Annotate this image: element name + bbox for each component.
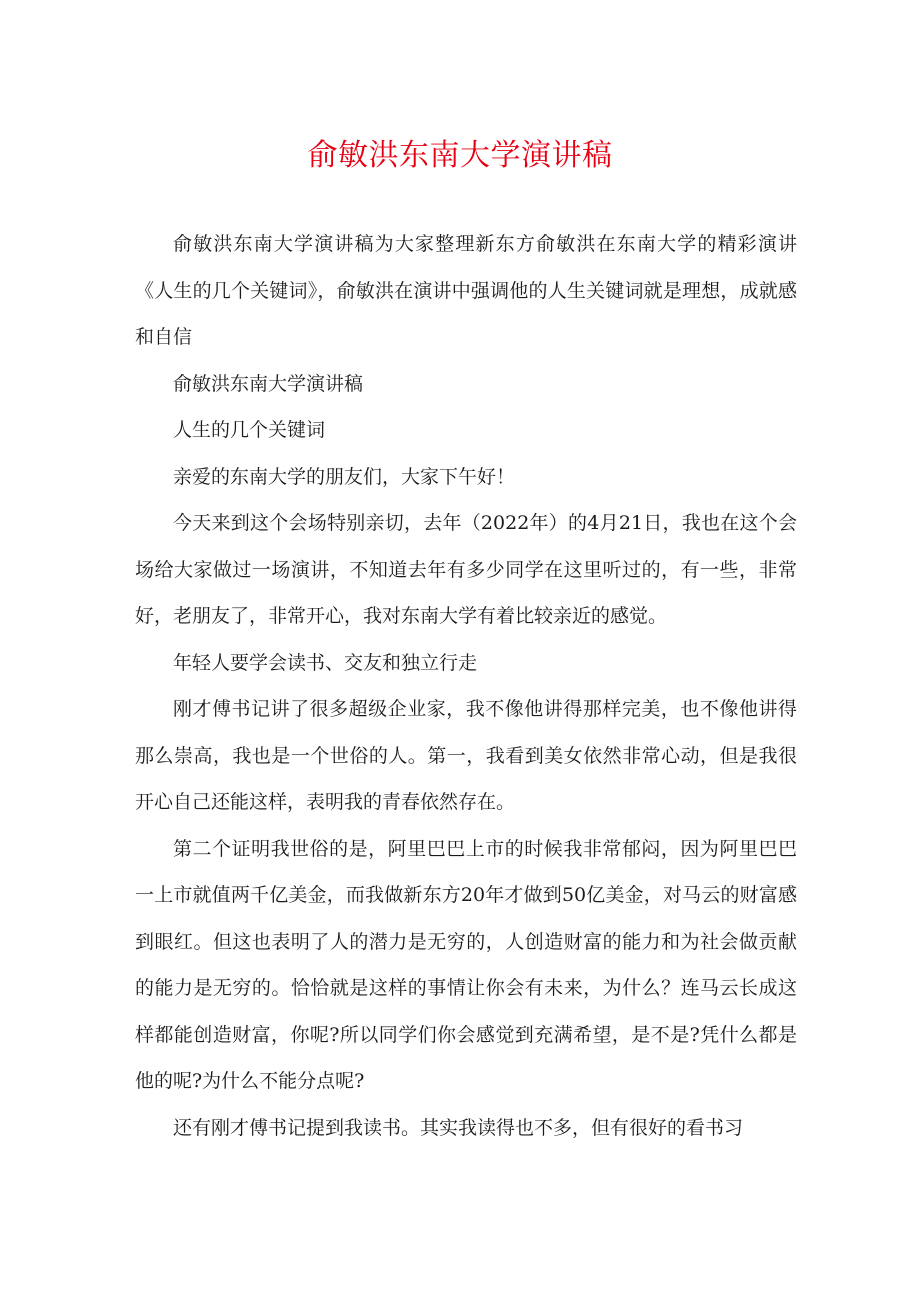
paragraph-greeting: 亲爱的东南大学的朋友们，大家下午好！: [173, 465, 516, 488]
paragraph-intro: 俞敏洪东南大学演讲稿为大家整理新东方俞敏洪在东南大学的精彩演讲《人生的几个关键词》，俞敏洪在演讲中强调他的人生关键词就是理想，成就感和自信: [135, 233, 797, 348]
paragraph-worldly: 刚才傅书记讲了很多超级企业家，我不像他讲得那样完美，也不像他讲得那么崇高，我也是一个世俗的人。第一，我看到美女依然非常心动，但是我很开心自己还能这样，表明我的青春依然存在。: [135, 698, 797, 813]
paragraph-reading: 还有刚才傅书记提到我读书。其实我读得也不多，但有很好的看书习: [173, 1116, 744, 1139]
paragraph-alibaba: 第二个证明我世俗的是，阿里巴巴上市的时候我非常郁闷，因为阿里巴巴一上市就值两千亿美金，而我做新东方20年才做到50亿美金，对马云的财富感到眼红。但这也表明了人的潜力是无穷的，人创造财富的能力和为社会做贡献的能力是无穷的。恰恰就是这样的事情让你会有未来，为什么？连马云长成这样都能创造财富，你呢?所以同学们你会感觉到充满希望，是不是?凭什么都是他的呢?为什么不能分点呢?: [135, 837, 797, 1092]
paragraph-section-heading: 年轻人要学会读书、交友和独立行走: [173, 651, 478, 674]
paragraph-opening: 今天来到这个会场特别亲切，去年（2022年）的4月21日，我也在这个会场给大家做过一场演讲，不知道去年有多少同学在这里听过的，有一些，非常好，老朋友了，非常开心，我对东南大学有着比较亲近的感觉。: [135, 512, 797, 627]
document-title: 俞敏洪东南大学演讲稿: [307, 138, 613, 173]
paragraph-heading-speech: 俞敏洪东南大学演讲稿: [173, 372, 364, 395]
paragraph-heading-keywords: 人生的几个关键词: [173, 419, 326, 441]
document-body: [135, 221, 797, 1151]
